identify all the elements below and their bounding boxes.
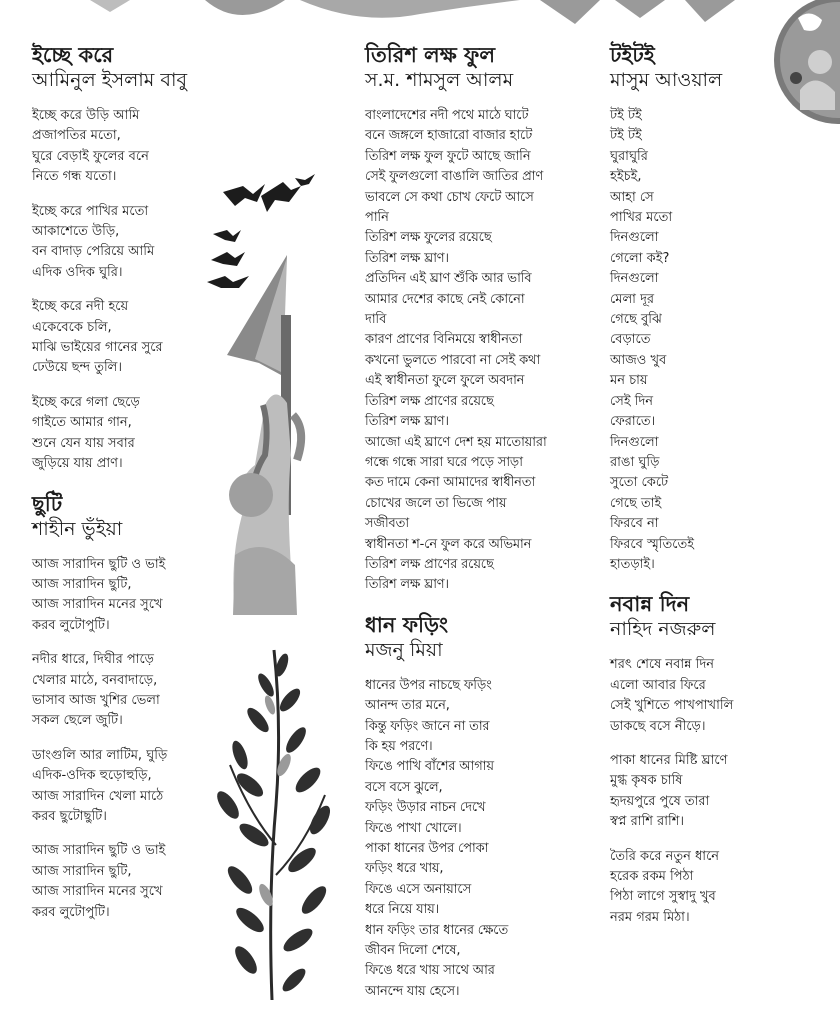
poem-line: কি হয় পরণে। <box>365 738 433 754</box>
stanza <box>610 847 760 929</box>
poem-line: বসে বসে ঝুলে, <box>365 779 443 795</box>
poem-line: পানি <box>365 210 389 226</box>
poem-line: তিরিশ লক্ষ প্রাণের রয়েছে <box>365 556 494 572</box>
poem-line: আমার দেশের কাছে নেই কোনো <box>365 291 525 307</box>
poem-line: খেলার মাঠে, বনবাদাড়ে, <box>32 672 158 688</box>
poem-line: পাকা ধানের উপর পোকা <box>365 841 489 856</box>
stanza <box>610 106 760 575</box>
poem-line: তিরিশ লক্ষ প্রাণের রয়েছে <box>365 393 494 409</box>
poem-line: পাখির মতো <box>610 210 673 226</box>
poem-line: সেই খুশিতে পাখপাখালি <box>610 698 734 714</box>
poem-line: টই টই <box>610 108 642 123</box>
poem-line: আনন্দ তার মনে, <box>365 698 450 714</box>
poem-line: সজীবতা <box>365 516 409 532</box>
stanza <box>32 202 207 284</box>
poem-chhuti <box>32 491 207 924</box>
poem-line: কখনো ভুলতে পারবো না সেই কথা <box>365 352 541 368</box>
leafy-plant-illustration <box>210 645 340 1005</box>
poem-line: নদীর ধারে, দিঘীর পাড়ে <box>32 652 154 668</box>
poem-title: টইটই <box>610 43 655 67</box>
poem-line: তিরিশ লক্ষ ঘ্রাণ। <box>365 577 449 593</box>
poem-line: চোখের জলে তা ভিজে পায় <box>365 495 507 511</box>
poem-line: ফিঙে পাখা খোলে। <box>365 820 462 836</box>
poem-line: মাঝি ভাইয়ের গানের সুরে <box>32 340 163 356</box>
poem-line: প্রজাপতির মতো, <box>32 128 121 144</box>
poem-line: করব ছুটোছুটি। <box>32 808 107 824</box>
poem-line: বাংলাদেশের নদী পথে মাঠে ঘাটে <box>365 108 529 123</box>
poem-line: ফিঙে পাখি বাঁশের আগায় <box>365 759 494 775</box>
stanza <box>32 106 207 188</box>
poem-line: মুগ্ধ কৃষক চাষি <box>610 773 683 789</box>
poem-line: প্রতিদিন এই ঘ্রাণ শুঁকি আর ভাবি <box>365 271 532 287</box>
poem-line: ফিঙে ধরে খায় সাথে আর <box>365 963 495 979</box>
poem-line: স্বপ্ন রাশি রাশি। <box>610 814 685 830</box>
poem-line: ফিরবে স্মৃতিতেই <box>610 536 694 552</box>
poem-title: ইচ্ছে করে <box>32 43 114 67</box>
poem-line: আকাশেতে উড়ি, <box>32 224 120 240</box>
poem-line: পিঠা লাগে সুস্বাদু খুব <box>610 889 716 905</box>
poem-line: বেড়াতে <box>610 332 651 348</box>
poem-line: ইচ্ছে করে পাখির মতো <box>32 203 149 219</box>
poem-line: আজো এই ঘ্রাণে দেশ হয় মাতোয়ারা <box>365 434 547 450</box>
poem-line: ঘুরাঘুরি <box>610 148 648 164</box>
poem-line: নিতে গন্ধ যতো। <box>32 169 117 185</box>
poem-line: দিনগুলো <box>610 434 659 450</box>
poem-line: ফড়িং ধরে খায়, <box>365 861 444 877</box>
poem-line: গেছে তাই <box>610 495 662 511</box>
poem-line: সেই ফুলগুলো বাঙালি জাতির প্রাণ <box>365 169 544 185</box>
monument-statue-illustration <box>225 255 325 625</box>
poem-line: ফেরাতে। <box>610 414 656 430</box>
poem-line: ধরে নিয়ে যায়। <box>365 902 440 918</box>
poem-line: ভাসাব আজ খুশির ভেলা <box>32 692 160 708</box>
poem-line: কত দামে কেনা আমাদের স্বাধীনতা <box>365 475 536 491</box>
column-right <box>610 42 760 944</box>
poem-line: ইচ্ছে করে নদী হয়ে <box>32 299 129 315</box>
poem-line: আজ সারাদিন ছুটি, <box>32 863 132 879</box>
poem-line: তিরিশ লক্ষ ফুল ফুটে আছে জানি <box>365 148 531 164</box>
poem-line: গেছে বুঝি <box>610 312 662 328</box>
poem-line: বনে জঙ্গলে হাজারো বাজার হাটে <box>365 128 533 144</box>
poem-line: তৈরি করে নতুন ধানে <box>610 848 720 864</box>
poem-line: ধানের উপর নাচছে ফড়িং <box>365 677 492 693</box>
poem-line: সুতো কেটে <box>610 475 669 491</box>
poem-author: মাসুম আওয়াল <box>610 69 723 91</box>
poem-line: শুনে যেন যায় সবার <box>32 435 135 451</box>
stanza <box>32 650 207 732</box>
header-banner-art <box>0 0 840 30</box>
poem-line: বন বাদাড় পেরিয়ে আমি <box>32 244 155 260</box>
poem-icche-kore <box>32 42 207 475</box>
stanza <box>610 751 760 833</box>
poem-line: ডাকছে বসে নীড়ে। <box>610 718 706 734</box>
poem-line: ফড়িং উড়ার নাচন দেখে <box>365 800 486 816</box>
poem-line: করব লুটোপুটি। <box>32 617 110 633</box>
poem-line: ফিঙে এসে অনায়াসে <box>365 881 471 897</box>
stanza <box>32 841 207 923</box>
poem-line: এদিক ওদিক ঘুরি। <box>32 264 123 280</box>
poem-line: টই টই <box>610 128 642 144</box>
poem-line: গেলো কই? <box>610 250 670 266</box>
poem-line: হৃদয়পুরে পুষে তারা <box>610 793 710 809</box>
column-middle <box>365 42 590 1018</box>
poem-line: দাবি <box>365 312 387 328</box>
poem-line: একেবেকে চলি, <box>32 319 112 335</box>
poem-line: ধান ফড়িং তার ধানের ক্ষেতে <box>365 922 509 938</box>
poem-author: শাহীন ভুঁইয়া <box>32 517 123 540</box>
poem-line: ইচ্ছে করে গলা ছেড়ে <box>32 394 140 410</box>
poem-author: স.ম. শামসুল আলম <box>365 69 514 91</box>
poem-line: আজ সারাদিন মনের সুখে <box>32 884 163 900</box>
poem-line: দিনগুলো <box>610 230 659 246</box>
corner-emblem-icon <box>760 0 840 125</box>
poem-line: আজ সারাদিন খেলা মাঠে <box>32 788 164 804</box>
poem-line: কিন্তু ফড়িং জানে না তার <box>365 718 490 734</box>
poem-toitoi <box>610 42 760 575</box>
poem-nobanno-din <box>610 591 760 928</box>
poem-line: করব লুটোপুটি। <box>32 904 110 920</box>
stanza <box>32 393 207 475</box>
poem-line: নরম গরম মিঠা। <box>610 909 690 925</box>
poem-line: পাকা ধানের মিষ্টি ঘ্রাণে <box>610 752 728 768</box>
poem-line: জীবন দিলো শেষে, <box>365 943 461 959</box>
column-left <box>32 42 207 939</box>
poem-line: আজ সারাদিন ছুটি ও ভাই <box>32 843 166 859</box>
poem-line: গন্ধে গন্ধে সারা ঘরে পড়ে সাড়া <box>365 454 523 470</box>
poem-line: এই স্বাধীনতা ফুলে ফুলে অবদান <box>365 373 525 389</box>
poem-title: তিরিশ লক্ষ ফুল <box>365 43 496 67</box>
poem-line: হরেক রকম পিঠা <box>610 869 694 884</box>
poem-tirish-lokkho-ful <box>365 42 590 596</box>
poem-title: ধান ফড়িং <box>365 612 449 637</box>
poem-line: রাঙা ঘুড়ি <box>610 454 660 470</box>
poem-line: মেলা দূর <box>610 291 655 307</box>
poem-line: আজ সারাদিন ছুটি, <box>32 576 132 592</box>
poem-author: নাহিদ নজরুল <box>610 618 716 641</box>
poem-line: শরৎ শেষে নবান্ন দিন <box>610 657 715 673</box>
poem-line: সকল ছেলে জুটি। <box>32 713 123 729</box>
poem-line: হাতড়াই। <box>610 556 655 572</box>
poem-line: ভাবলে সে কথা চোখ ফেটে আসে <box>365 189 534 205</box>
poem-line: এলো আবার ফিরে <box>610 677 706 693</box>
stanza <box>32 555 207 637</box>
stanza <box>365 106 590 596</box>
poem-line: ফিরবে না <box>610 516 659 532</box>
poem-line: মন চায় <box>610 373 648 389</box>
stanza <box>365 676 590 1003</box>
poem-line: স্বাধীনতা শ-নে ফুল করে অভিমান <box>365 536 532 552</box>
poem-line: হইচই, <box>610 169 642 185</box>
poem-line: জুড়িয়ে যায় প্রাণ। <box>32 456 123 472</box>
stanza <box>610 655 760 737</box>
stanza <box>32 746 207 828</box>
stanza <box>32 297 207 379</box>
poem-line: আহা সে <box>610 189 654 205</box>
poem-line: তিরিশ লক্ষ ঘ্রাণ। <box>365 414 449 430</box>
poem-title: নবান্ন দিন <box>610 592 690 617</box>
poem-line: ঘুরে বেড়াই ফুলের বনে <box>32 148 149 164</box>
poem-author: মজনু মিয়া <box>365 638 443 661</box>
poem-dhan-foring <box>365 612 590 1003</box>
poem-line: তিরিশ লক্ষ ঘ্রাণ। <box>365 250 449 266</box>
poem-line: ইচ্ছে করে উড়ি আমি <box>32 108 140 123</box>
poem-line: তিরিশ লক্ষ ফুলের রয়েছে <box>365 230 492 246</box>
poem-line: গাইতে আমার গান, <box>32 415 132 431</box>
poem-line: দিনগুলো <box>610 271 659 287</box>
poem-line: এদিক-ওদিক হুড়োহুড়ি, <box>32 768 152 784</box>
poem-line: কারণ প্রাণের বিনিময়ে স্বাধীনতা <box>365 332 523 348</box>
poem-line: ডাংগুলি আর লাটিম, ঘুড়ি <box>32 747 168 763</box>
poem-line: আজও খুব <box>610 352 667 368</box>
poem-line: ঢেউয়ে ছন্দ তুলি। <box>32 360 123 376</box>
poem-line: আজ সারাদিন ছুটি ও ভাই <box>32 556 166 572</box>
poem-line: আজ সারাদিন মনের সুখে <box>32 597 163 613</box>
poem-title: ছুটি <box>32 491 63 516</box>
poem-line: সেই দিন <box>610 393 654 409</box>
poem-author: আমিনুল ইসলাম বাবু <box>32 69 188 91</box>
poem-line: আনন্দে যায় হেসে। <box>365 983 460 999</box>
